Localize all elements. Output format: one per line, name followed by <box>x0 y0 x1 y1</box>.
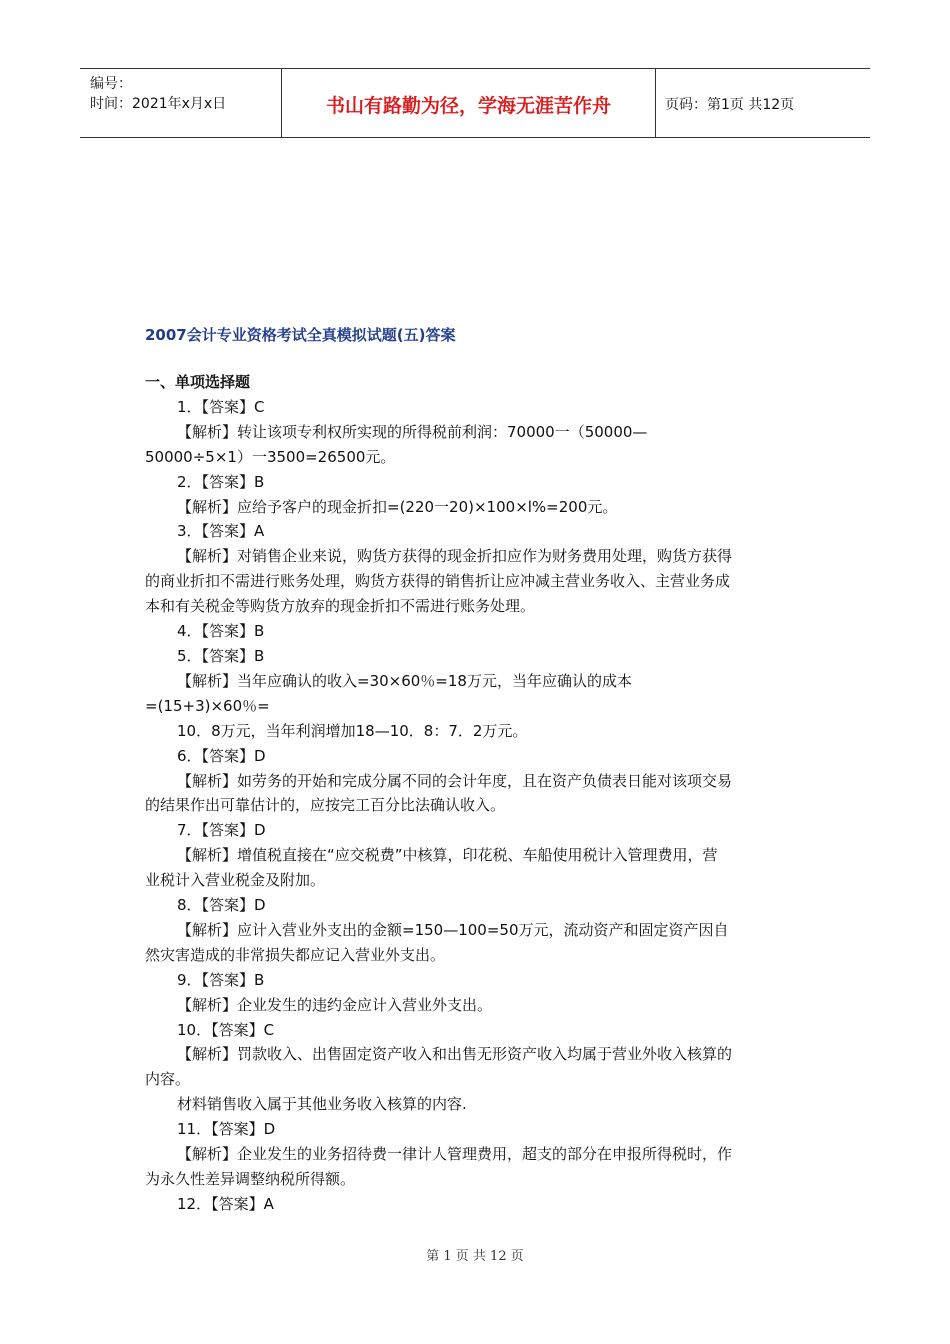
answer-line: 【解析】转让该项专利权所实现的所得税前利润：70000一（50000— <box>177 422 648 441</box>
page-header <box>80 68 870 138</box>
answer-line: 本和有关税金等购货方放弃的现金折扣不需进行账务处理。 <box>145 597 536 616</box>
answer-line: 然灾害造成的非常损失都应记入营业外支出。 <box>145 945 446 964</box>
answer-lines <box>145 395 805 1217</box>
answer-line: 【解析】企业发生的业务招待费一律计人管理费用，超支的部分在申报所得税时，作 <box>177 1145 733 1164</box>
answer-line: 业税计入营业税金及附加。 <box>145 871 326 890</box>
answer-line: 9．【答案】B <box>177 970 265 989</box>
answer-line: 【解析】应计入营业外支出的金额=150—100=50万元，流动资产和固定资产因自 <box>177 920 729 939</box>
answer-line: 4．【答案】B <box>177 622 265 641</box>
header-motto: 书山有路勤为径，学海无涯苦作舟 <box>325 95 611 117</box>
answer-line: 10．【答案】C <box>177 1020 275 1039</box>
section-heading: 一、单项选择题 <box>145 373 251 391</box>
header-motto-cell <box>281 69 656 137</box>
answer-line: 3．【答案】A <box>177 522 265 541</box>
answer-line: 2．【答案】B <box>177 472 265 491</box>
answer-line: 内容。 <box>145 1070 191 1089</box>
answer-line: =(15+3)×60％= <box>145 696 270 715</box>
answer-line: 【解析】对销售企业来说，购货方获得的现金折扣应作为财务费用处理，购货方获得 <box>177 547 733 566</box>
answer-line: 1．【答案】C <box>177 397 265 416</box>
answer-line: 【解析】增值税直接在“应交税费”中核算，印花税、车船使用税计入管理费用，营 <box>177 846 718 865</box>
header-meta <box>80 69 280 137</box>
answer-line: 材料销售收入属于其他业务收入核算的内容. <box>177 1095 467 1114</box>
header-page-cell <box>655 69 870 137</box>
answer-line: 8．【答案】D <box>177 896 266 915</box>
answer-line: 【解析】当年应确认的收入=30×60％=18万元，当年应确认的成本 <box>177 671 632 690</box>
document-number-label: 编号： <box>90 76 132 92</box>
answer-line: 【解析】应给予客户的现金折扣=(220一20)×100×l%=200元。 <box>177 497 618 516</box>
answer-line: 【解析】罚款收入、出售固定资产收入和出售无形资产收入均属于营业外收入核算的 <box>177 1045 733 1064</box>
document-time-label: 时间：2021年x月x日 <box>90 96 227 112</box>
answer-line: 50000÷5×1）一3500=26500元。 <box>145 447 396 466</box>
answer-line: 10．8万元，当年利润增加18—10．8：7．2万元。 <box>177 721 528 740</box>
answer-line: 12．【答案】A <box>177 1194 274 1213</box>
answer-line: 6．【答案】D <box>177 746 266 765</box>
answer-line: 【解析】企业发生的违约金应计入营业外支出。 <box>177 995 493 1014</box>
answer-line: 11．【答案】D <box>177 1120 276 1139</box>
answer-line: 的结果作出可靠估计的，应按完工百分比法确认收入。 <box>145 796 506 815</box>
document-title: 2007会计专业资格考试全真模拟试题(五)答案 <box>145 326 456 344</box>
answer-line: 的商业折扣不需进行账务处理，购货方获得的销售折让应冲减主营业务收入、主营业务成 <box>145 572 731 591</box>
answer-line: 为永久性差异调整纳税所得额。 <box>145 1170 356 1188</box>
header-page-info: 页码：第1页 共12页 <box>665 97 795 113</box>
page-footer: 第 1 页 共 12 页 <box>426 1249 524 1264</box>
answer-line: 5．【答案】B <box>177 646 265 665</box>
answer-content <box>145 370 805 1217</box>
answer-line: 【解析】如劳务的开始和完成分属不同的会计年度，且在资产负债表日能对该项交易 <box>177 771 733 790</box>
answer-line: 7．【答案】D <box>177 821 266 840</box>
